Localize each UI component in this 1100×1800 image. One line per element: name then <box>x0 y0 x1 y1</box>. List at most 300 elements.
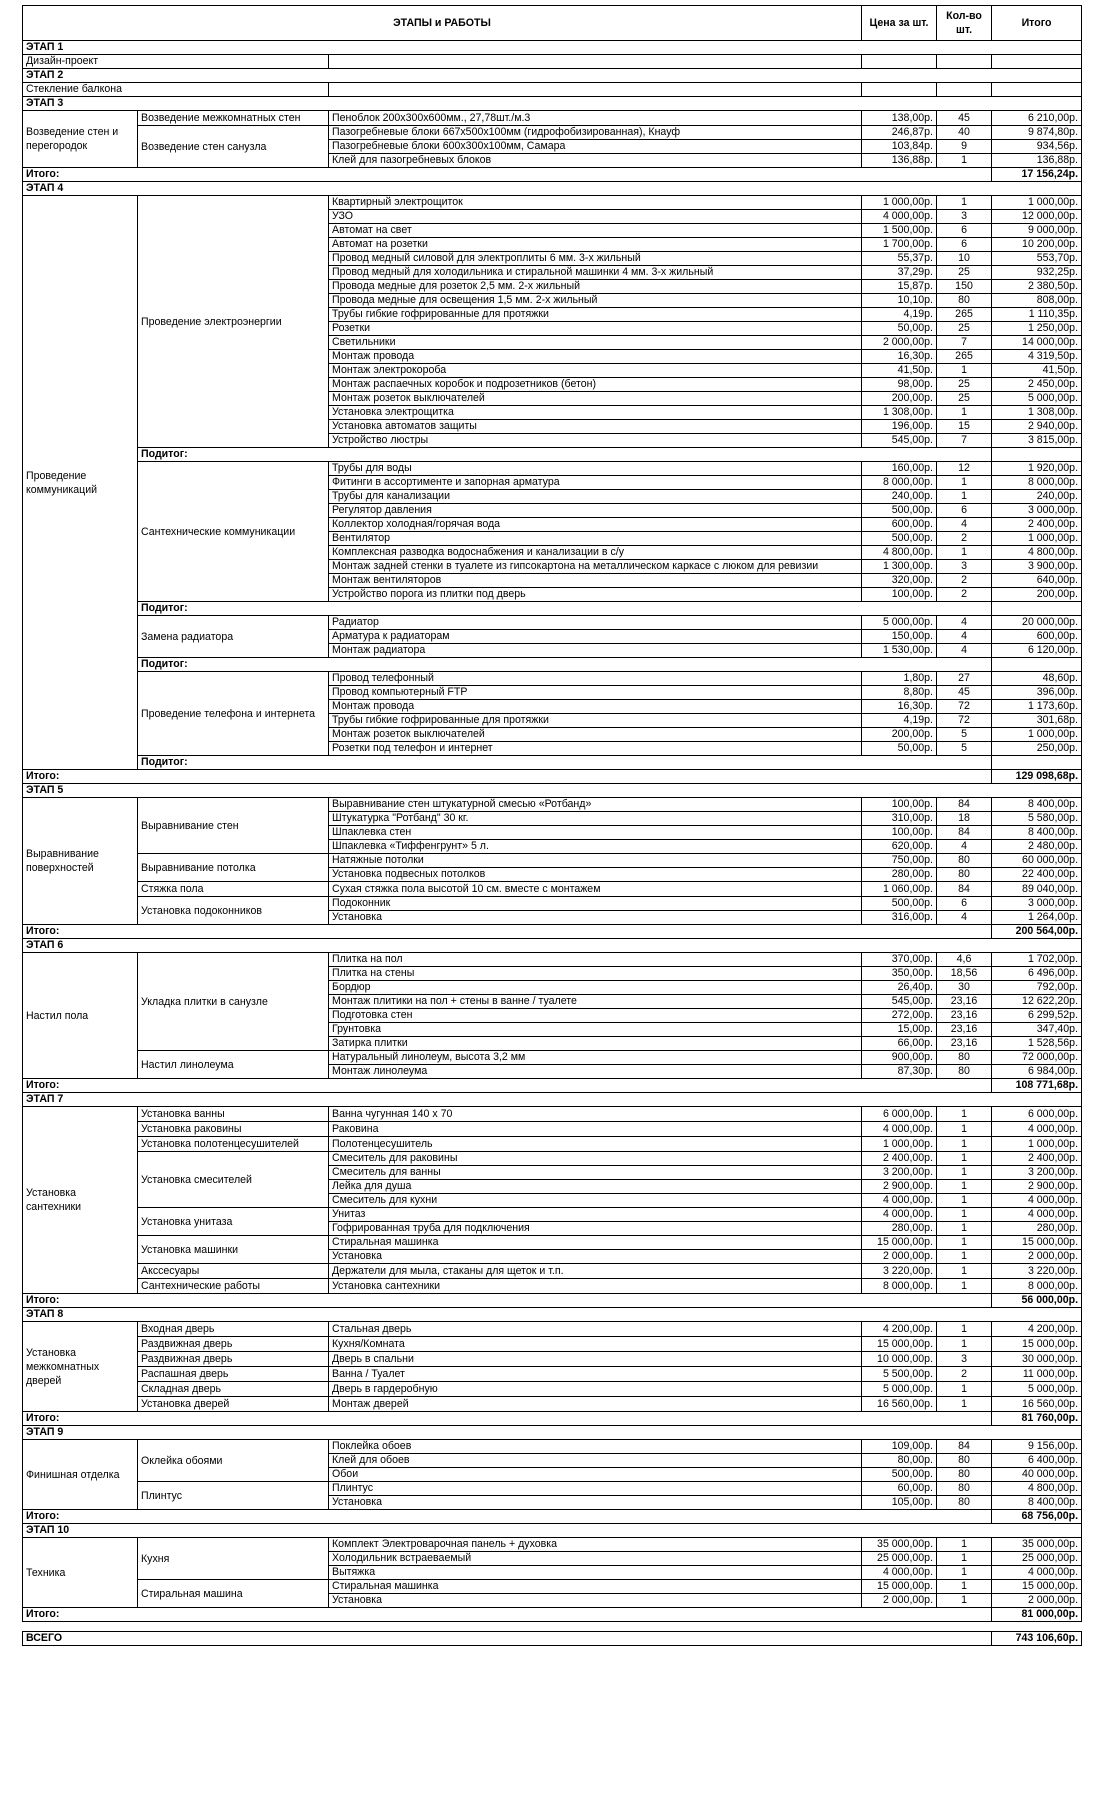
group-name: Установка смесителей <box>138 1152 329 1208</box>
group-name: Раздвижная дверь <box>138 1337 329 1352</box>
group-name: Акссесуары <box>138 1264 329 1279</box>
stage-title: ЭТАП 7 <box>23 1093 1082 1107</box>
item-qty: 80 <box>937 1454 992 1468</box>
item-sum: 3 000,00р. <box>992 504 1082 518</box>
table-row <box>23 1107 1082 1122</box>
item-price: 4 200,00р. <box>862 1322 937 1337</box>
stage-title: ЭТАП 6 <box>23 939 1082 953</box>
item-name: Раковина <box>329 1122 862 1137</box>
item-name: Фитинги в ассортименте и запорная арматура <box>329 476 862 490</box>
item-sum: 6 210,00р. <box>992 111 1082 126</box>
item-sum: 6 400,00р. <box>992 1454 1082 1468</box>
item-price: 103,84р. <box>862 140 937 154</box>
group-name: Установка дверей <box>138 1397 329 1412</box>
item-price: 5 000,00р. <box>862 616 937 630</box>
stage-title-row <box>23 1308 1082 1322</box>
item-name: Дверь в гардеробную <box>329 1382 862 1397</box>
sum-cell <box>992 55 1082 69</box>
item-price: 15 000,00р. <box>862 1236 937 1250</box>
item-qty: 4 <box>937 840 992 854</box>
table-row <box>23 1482 1082 1496</box>
item-price: 350,00р. <box>862 967 937 981</box>
item-qty: 1 <box>937 1250 992 1264</box>
item-name: Монтаж радиатора <box>329 644 862 658</box>
item-qty: 4,6 <box>937 953 992 967</box>
item-name: Монтаж задней стенки в туалете из гипсокартона на металлическом каркасе с люком для ревизии <box>329 560 862 574</box>
stage-total-row <box>23 1294 1082 1308</box>
table-row <box>23 953 1082 967</box>
item-qty: 23,16 <box>937 995 992 1009</box>
item-price: 500,00р. <box>862 1468 937 1482</box>
item-price: 240,00р. <box>862 490 937 504</box>
item-sum: 2 380,50р. <box>992 280 1082 294</box>
item-qty: 7 <box>937 336 992 350</box>
qty-cell <box>937 83 992 97</box>
item-qty: 1 <box>937 154 992 168</box>
item-name: Обои <box>329 1468 862 1482</box>
subtotal-row <box>23 756 1082 770</box>
item-name: Радиатор <box>329 616 862 630</box>
item-sum: 1 110,35р. <box>992 308 1082 322</box>
item-sum: 5 000,00р. <box>992 1382 1082 1397</box>
item-price: 15,87р. <box>862 280 937 294</box>
spacer-row <box>23 1622 1082 1632</box>
stage-title: ЭТАП 3 <box>23 97 1082 111</box>
item-name: Стальная дверь <box>329 1322 862 1337</box>
group-name: Выравнивание потолка <box>138 854 329 882</box>
item-sum: 3 000,00р. <box>992 897 1082 911</box>
item-name: Провод телефонный <box>329 672 862 686</box>
item-name: Коллектор холодная/горячая вода <box>329 518 862 532</box>
group-name: Входная дверь <box>138 1322 329 1337</box>
item-name: Поклейка обоев <box>329 1440 862 1454</box>
item-name: Смеситель для раковины <box>329 1152 862 1166</box>
item-price: 500,00р. <box>862 897 937 911</box>
item-qty: 18 <box>937 812 992 826</box>
item-price: 545,00р. <box>862 434 937 448</box>
item-qty: 12 <box>937 462 992 476</box>
table-row <box>23 798 1082 812</box>
item-name: Стиральная машинка <box>329 1580 862 1594</box>
item-name: Автомат на свет <box>329 224 862 238</box>
stage-title: ЭТАП 9 <box>23 1426 1082 1440</box>
stage-title-row <box>23 69 1082 83</box>
price-cell <box>862 55 937 69</box>
item-name: Плинтус <box>329 1482 862 1496</box>
item-name: Вытяжка <box>329 1566 862 1580</box>
item-price: 100,00р. <box>862 798 937 812</box>
item-sum: 1 308,00р. <box>992 406 1082 420</box>
group-name: Установка полотенцесушителей <box>138 1137 329 1152</box>
item-price: 310,00р. <box>862 812 937 826</box>
table-row <box>23 1264 1082 1279</box>
item-qty: 1 <box>937 1180 992 1194</box>
item-qty: 1 <box>937 1152 992 1166</box>
stage-total-row <box>23 168 1082 182</box>
item-qty: 80 <box>937 854 992 868</box>
item-qty: 30 <box>937 981 992 995</box>
group-name: Распашная дверь <box>138 1367 329 1382</box>
table-row <box>23 1367 1082 1382</box>
item-qty: 80 <box>937 1482 992 1496</box>
sum-cell <box>992 83 1082 97</box>
item-price: 8 000,00р. <box>862 476 937 490</box>
item-price: 15,00р. <box>862 1023 937 1037</box>
item-name: Монтаж плитики на пол + стены в ванне / туалете <box>329 995 862 1009</box>
item-sum: 72 000,00р. <box>992 1051 1082 1065</box>
item-sum: 1 528,56р. <box>992 1037 1082 1051</box>
item-qty: 2 <box>937 574 992 588</box>
table-row <box>23 196 1082 210</box>
item-price: 8 000,00р. <box>862 1279 937 1294</box>
item-sum: 1 000,00р. <box>992 532 1082 546</box>
item-name: Кухня/Комната <box>329 1337 862 1352</box>
stage-total-row <box>23 1079 1082 1093</box>
item-qty: 1 <box>937 1166 992 1180</box>
item-price: 8,80р. <box>862 686 937 700</box>
stage-title-row <box>23 939 1082 953</box>
item-price: 41,50р. <box>862 364 937 378</box>
item-qty: 84 <box>937 882 992 897</box>
item-sum: 6 299,52р. <box>992 1009 1082 1023</box>
item-name: Монтаж провода <box>329 350 862 364</box>
item-sum: 2 940,00р. <box>992 420 1082 434</box>
item-qty: 45 <box>937 686 992 700</box>
item-sum: 4 000,00р. <box>992 1566 1082 1580</box>
item-qty: 84 <box>937 1440 992 1454</box>
item-price: 26,40р. <box>862 981 937 995</box>
item-price: 25 000,00р. <box>862 1552 937 1566</box>
table-row <box>23 1580 1082 1594</box>
stage-total-label: Итого: <box>23 1412 992 1426</box>
item-name: Установка <box>329 1496 862 1510</box>
item-name: Розетки под телефон и интернет <box>329 742 862 756</box>
table-row <box>23 1538 1082 1552</box>
item-price: 246,87р. <box>862 126 937 140</box>
item-price: 80,00р. <box>862 1454 937 1468</box>
item-sum: 1 920,00р. <box>992 462 1082 476</box>
item-sum: 4 800,00р. <box>992 1482 1082 1496</box>
item-qty: 1 <box>937 1322 992 1337</box>
item-price: 1 500,00р. <box>862 224 937 238</box>
table-row <box>23 1236 1082 1250</box>
item-name: Провода медные для освещения 1,5 мм. 2-х жильный <box>329 294 862 308</box>
item-name: Холодильник встраеваемый <box>329 1552 862 1566</box>
item-sum: 16 560,00р. <box>992 1397 1082 1412</box>
item-qty: 40 <box>937 126 992 140</box>
stage-title-row <box>23 1426 1082 1440</box>
item-qty: 72 <box>937 700 992 714</box>
item-name: Устройство люстры <box>329 434 862 448</box>
item-sum: 792,00р. <box>992 981 1082 995</box>
item-qty: 1 <box>937 1264 992 1279</box>
group-name: Проведение электроэнергии <box>138 196 329 448</box>
stage-name: Выравнивание поверхностей <box>23 798 138 925</box>
item-sum: 2 000,00р. <box>992 1250 1082 1264</box>
item-name: Установка <box>329 911 862 925</box>
header-total: Итого <box>992 6 1082 41</box>
item-price: 1 000,00р. <box>862 1137 937 1152</box>
stage-title: ЭТАП 2 <box>23 69 1082 83</box>
item-qty: 1 <box>937 1337 992 1352</box>
item-qty: 1 <box>937 1137 992 1152</box>
header-row <box>23 6 1082 41</box>
item-sum: 1 264,00р. <box>992 911 1082 925</box>
item-qty: 1 <box>937 1382 992 1397</box>
group-name: Сантехнические работы <box>138 1279 329 1294</box>
item-sum: 15 000,00р. <box>992 1337 1082 1352</box>
group-name: Установка раковины <box>138 1122 329 1137</box>
group-name: Возведение межкомнатных стен <box>138 111 329 126</box>
item-sum: 1 000,00р. <box>992 196 1082 210</box>
stage-total-value: 81 760,00р. <box>992 1412 1082 1426</box>
item-qty: 27 <box>937 672 992 686</box>
item-sum: 12 000,00р. <box>992 210 1082 224</box>
item-price: 138,00р. <box>862 111 937 126</box>
group-name: Выравнивание стен <box>138 798 329 854</box>
item-qty: 25 <box>937 378 992 392</box>
item-sum: 9 156,00р. <box>992 1440 1082 1454</box>
item-price: 16,30р. <box>862 350 937 364</box>
stage-name: Стекление балкона <box>23 83 329 97</box>
item-sum: 4 800,00р. <box>992 546 1082 560</box>
group-name: Замена радиатора <box>138 616 329 658</box>
item-price: 100,00р. <box>862 826 937 840</box>
item-price: 4 000,00р. <box>862 1566 937 1580</box>
item-price: 105,00р. <box>862 1496 937 1510</box>
item-name: Держатели для мыла, стаканы для щеток и т.п. <box>329 1264 862 1279</box>
item-qty: 80 <box>937 1496 992 1510</box>
item-name: Клей для обоев <box>329 1454 862 1468</box>
item-sum: 8 000,00р. <box>992 1279 1082 1294</box>
item-qty: 150 <box>937 280 992 294</box>
item-name: Квартирный электрощиток <box>329 196 862 210</box>
item-price: 1 308,00р. <box>862 406 937 420</box>
item-price: 2 000,00р. <box>862 1250 937 1264</box>
stage-name: Финишная отделка <box>23 1440 138 1510</box>
group-name: Возведение стен санузла <box>138 126 329 168</box>
item-qty: 80 <box>937 868 992 882</box>
item-name: Монтаж вентиляторов <box>329 574 862 588</box>
item-sum: 22 400,00р. <box>992 868 1082 882</box>
item-price: 5 500,00р. <box>862 1367 937 1382</box>
table-row <box>23 1137 1082 1152</box>
item-price: 150,00р. <box>862 630 937 644</box>
stage-name: Возведение стен и перегородок <box>23 111 138 168</box>
stage-title-row <box>23 97 1082 111</box>
item-price: 66,00р. <box>862 1037 937 1051</box>
item-price: 109,00р. <box>862 1440 937 1454</box>
item-sum: 3 900,00р. <box>992 560 1082 574</box>
item-qty: 18,56 <box>937 967 992 981</box>
stage-title-row <box>23 784 1082 798</box>
subtotal-row <box>23 658 1082 672</box>
item-qty: 1 <box>937 1279 992 1294</box>
item-name: Клей для пазогребневых блоков <box>329 154 862 168</box>
item-sum: 6 120,00р. <box>992 644 1082 658</box>
item-name: Вентилятор <box>329 532 862 546</box>
table-row <box>23 1397 1082 1412</box>
item-price: 50,00р. <box>862 742 937 756</box>
group-name: Установка машинки <box>138 1236 329 1264</box>
item-price: 1 530,00р. <box>862 644 937 658</box>
item-name: Штукатурка "Ротбанд" 30 кг. <box>329 812 862 826</box>
item-price: 10 000,00р. <box>862 1352 937 1367</box>
item-qty: 1 <box>937 1208 992 1222</box>
item-price: 100,00р. <box>862 588 937 602</box>
item-sum: 5 000,00р. <box>992 392 1082 406</box>
item-sum: 60 000,00р. <box>992 854 1082 868</box>
stage-title-row <box>23 182 1082 196</box>
item-qty: 80 <box>937 1051 992 1065</box>
stage-total-row <box>23 1608 1082 1622</box>
item-qty: 3 <box>937 560 992 574</box>
item-name: Трубы гибкие гофрированные для протяжки <box>329 714 862 728</box>
item-name: Выравнивание стен штукатурной смесью «Ротбанд» <box>329 798 862 812</box>
item-sum: 9 874,80р. <box>992 126 1082 140</box>
item-sum: 15 000,00р. <box>992 1236 1082 1250</box>
group-name: Стиральная машина <box>138 1580 329 1608</box>
item-qty: 5 <box>937 728 992 742</box>
stage-name: Техника <box>23 1538 138 1608</box>
item-name: Плитка на стены <box>329 967 862 981</box>
item-price: 500,00р. <box>862 504 937 518</box>
table-row <box>23 126 1082 140</box>
table-row <box>23 1337 1082 1352</box>
item-price: 600,00р. <box>862 518 937 532</box>
item-qty: 1 <box>937 364 992 378</box>
item-name: Подоконник <box>329 897 862 911</box>
stage-total-row <box>23 1510 1082 1524</box>
item-name: УЗО <box>329 210 862 224</box>
stage-total-row <box>23 925 1082 939</box>
item-price: 1 060,00р. <box>862 882 937 897</box>
subtotal-label: Подитог: <box>138 658 992 672</box>
stage-title-row <box>23 1093 1082 1107</box>
item-name: Арматура к радиаторам <box>329 630 862 644</box>
item-name: Установка сантехники <box>329 1279 862 1294</box>
stage-name: Установка межкомнатных дверей <box>23 1322 138 1412</box>
item-price: 370,00р. <box>862 953 937 967</box>
stage-total-row <box>23 770 1082 784</box>
item-price: 15 000,00р. <box>862 1337 937 1352</box>
stage-plain-row <box>23 55 1082 69</box>
item-qty: 1 <box>937 1397 992 1412</box>
item-sum: 2 900,00р. <box>992 1180 1082 1194</box>
item-sum: 8 400,00р. <box>992 826 1082 840</box>
item-qty: 4 <box>937 616 992 630</box>
item-qty: 3 <box>937 1352 992 1367</box>
group-name: Плинтус <box>138 1482 329 1510</box>
item-price: 280,00р. <box>862 1222 937 1236</box>
item-sum: 347,40р. <box>992 1023 1082 1037</box>
item-sum: 136,88р. <box>992 154 1082 168</box>
item-qty: 1 <box>937 1236 992 1250</box>
item-sum: 2 000,00р. <box>992 1594 1082 1608</box>
item-qty: 4 <box>937 644 992 658</box>
table-row <box>23 1279 1082 1294</box>
item-qty: 10 <box>937 252 992 266</box>
item-qty: 84 <box>937 826 992 840</box>
item-price: 5 000,00р. <box>862 1382 937 1397</box>
item-price: 55,37р. <box>862 252 937 266</box>
item-price: 2 000,00р. <box>862 1594 937 1608</box>
item-sum: 250,00р. <box>992 742 1082 756</box>
stage-total-value: 68 756,00р. <box>992 1510 1082 1524</box>
stage-total-value: 108 771,68р. <box>992 1079 1082 1093</box>
table-row <box>23 1322 1082 1337</box>
item-name: Трубы гибкие гофрированные для протяжки <box>329 308 862 322</box>
item-name: Установка автоматов защиты <box>329 420 862 434</box>
item-name: Шпаклевка стен <box>329 826 862 840</box>
item-price: 200,00р. <box>862 392 937 406</box>
item-qty: 1 <box>937 406 992 420</box>
item-name: Розетки <box>329 322 862 336</box>
item-sum: 808,00р. <box>992 294 1082 308</box>
item-qty: 80 <box>937 1065 992 1079</box>
item-sum: 640,00р. <box>992 574 1082 588</box>
table-row <box>23 672 1082 686</box>
item-price: 50,00р. <box>862 322 937 336</box>
estimate-table <box>22 5 1082 1646</box>
item-name: Провода медные для розеток 2,5 мм. 2-х жильный <box>329 280 862 294</box>
item-price: 10,10р. <box>862 294 937 308</box>
table-row <box>23 1440 1082 1454</box>
subtotal-qty <box>992 602 1082 616</box>
item-qty: 1 <box>937 1580 992 1594</box>
stage-total-label: Итого: <box>23 770 992 784</box>
table-row <box>23 1122 1082 1137</box>
item-sum: 934,56р. <box>992 140 1082 154</box>
table-row <box>23 897 1082 911</box>
item-name: Установка электрощитка <box>329 406 862 420</box>
item-qty: 84 <box>937 798 992 812</box>
item-name: Подготовка стен <box>329 1009 862 1023</box>
item-qty: 23,16 <box>937 1009 992 1023</box>
item-qty: 9 <box>937 140 992 154</box>
item-qty: 80 <box>937 294 992 308</box>
group-name: Оклейка обоями <box>138 1440 329 1482</box>
item-sum: 35 000,00р. <box>992 1538 1082 1552</box>
stage-name: Настил пола <box>23 953 138 1079</box>
item-name: Светильники <box>329 336 862 350</box>
subtotal-label: Подитог: <box>138 602 992 616</box>
item-qty: 25 <box>937 392 992 406</box>
table-row <box>23 616 1082 630</box>
item-price: 545,00р. <box>862 995 937 1009</box>
item-qty: 1 <box>937 1594 992 1608</box>
item-cell <box>329 83 862 97</box>
item-price: 2 900,00р. <box>862 1180 937 1194</box>
item-name: Пазогребневые блоки 600х300х100мм, Самара <box>329 140 862 154</box>
item-price: 16 560,00р. <box>862 1397 937 1412</box>
item-price: 4 000,00р. <box>862 1122 937 1137</box>
stage-total-label: Итого: <box>23 1510 992 1524</box>
item-price: 2 000,00р. <box>862 336 937 350</box>
table-row <box>23 1152 1082 1166</box>
table-row <box>23 1051 1082 1065</box>
item-sum: 4 200,00р. <box>992 1322 1082 1337</box>
item-price: 35 000,00р. <box>862 1538 937 1552</box>
item-name: Натяжные потолки <box>329 854 862 868</box>
item-sum: 8 000,00р. <box>992 476 1082 490</box>
estimate-sheet <box>22 5 1081 1646</box>
item-price: 136,88р. <box>862 154 937 168</box>
item-price: 280,00р. <box>862 868 937 882</box>
item-name: Унитаз <box>329 1208 862 1222</box>
item-price: 196,00р. <box>862 420 937 434</box>
item-sum: 6 000,00р. <box>992 1107 1082 1122</box>
